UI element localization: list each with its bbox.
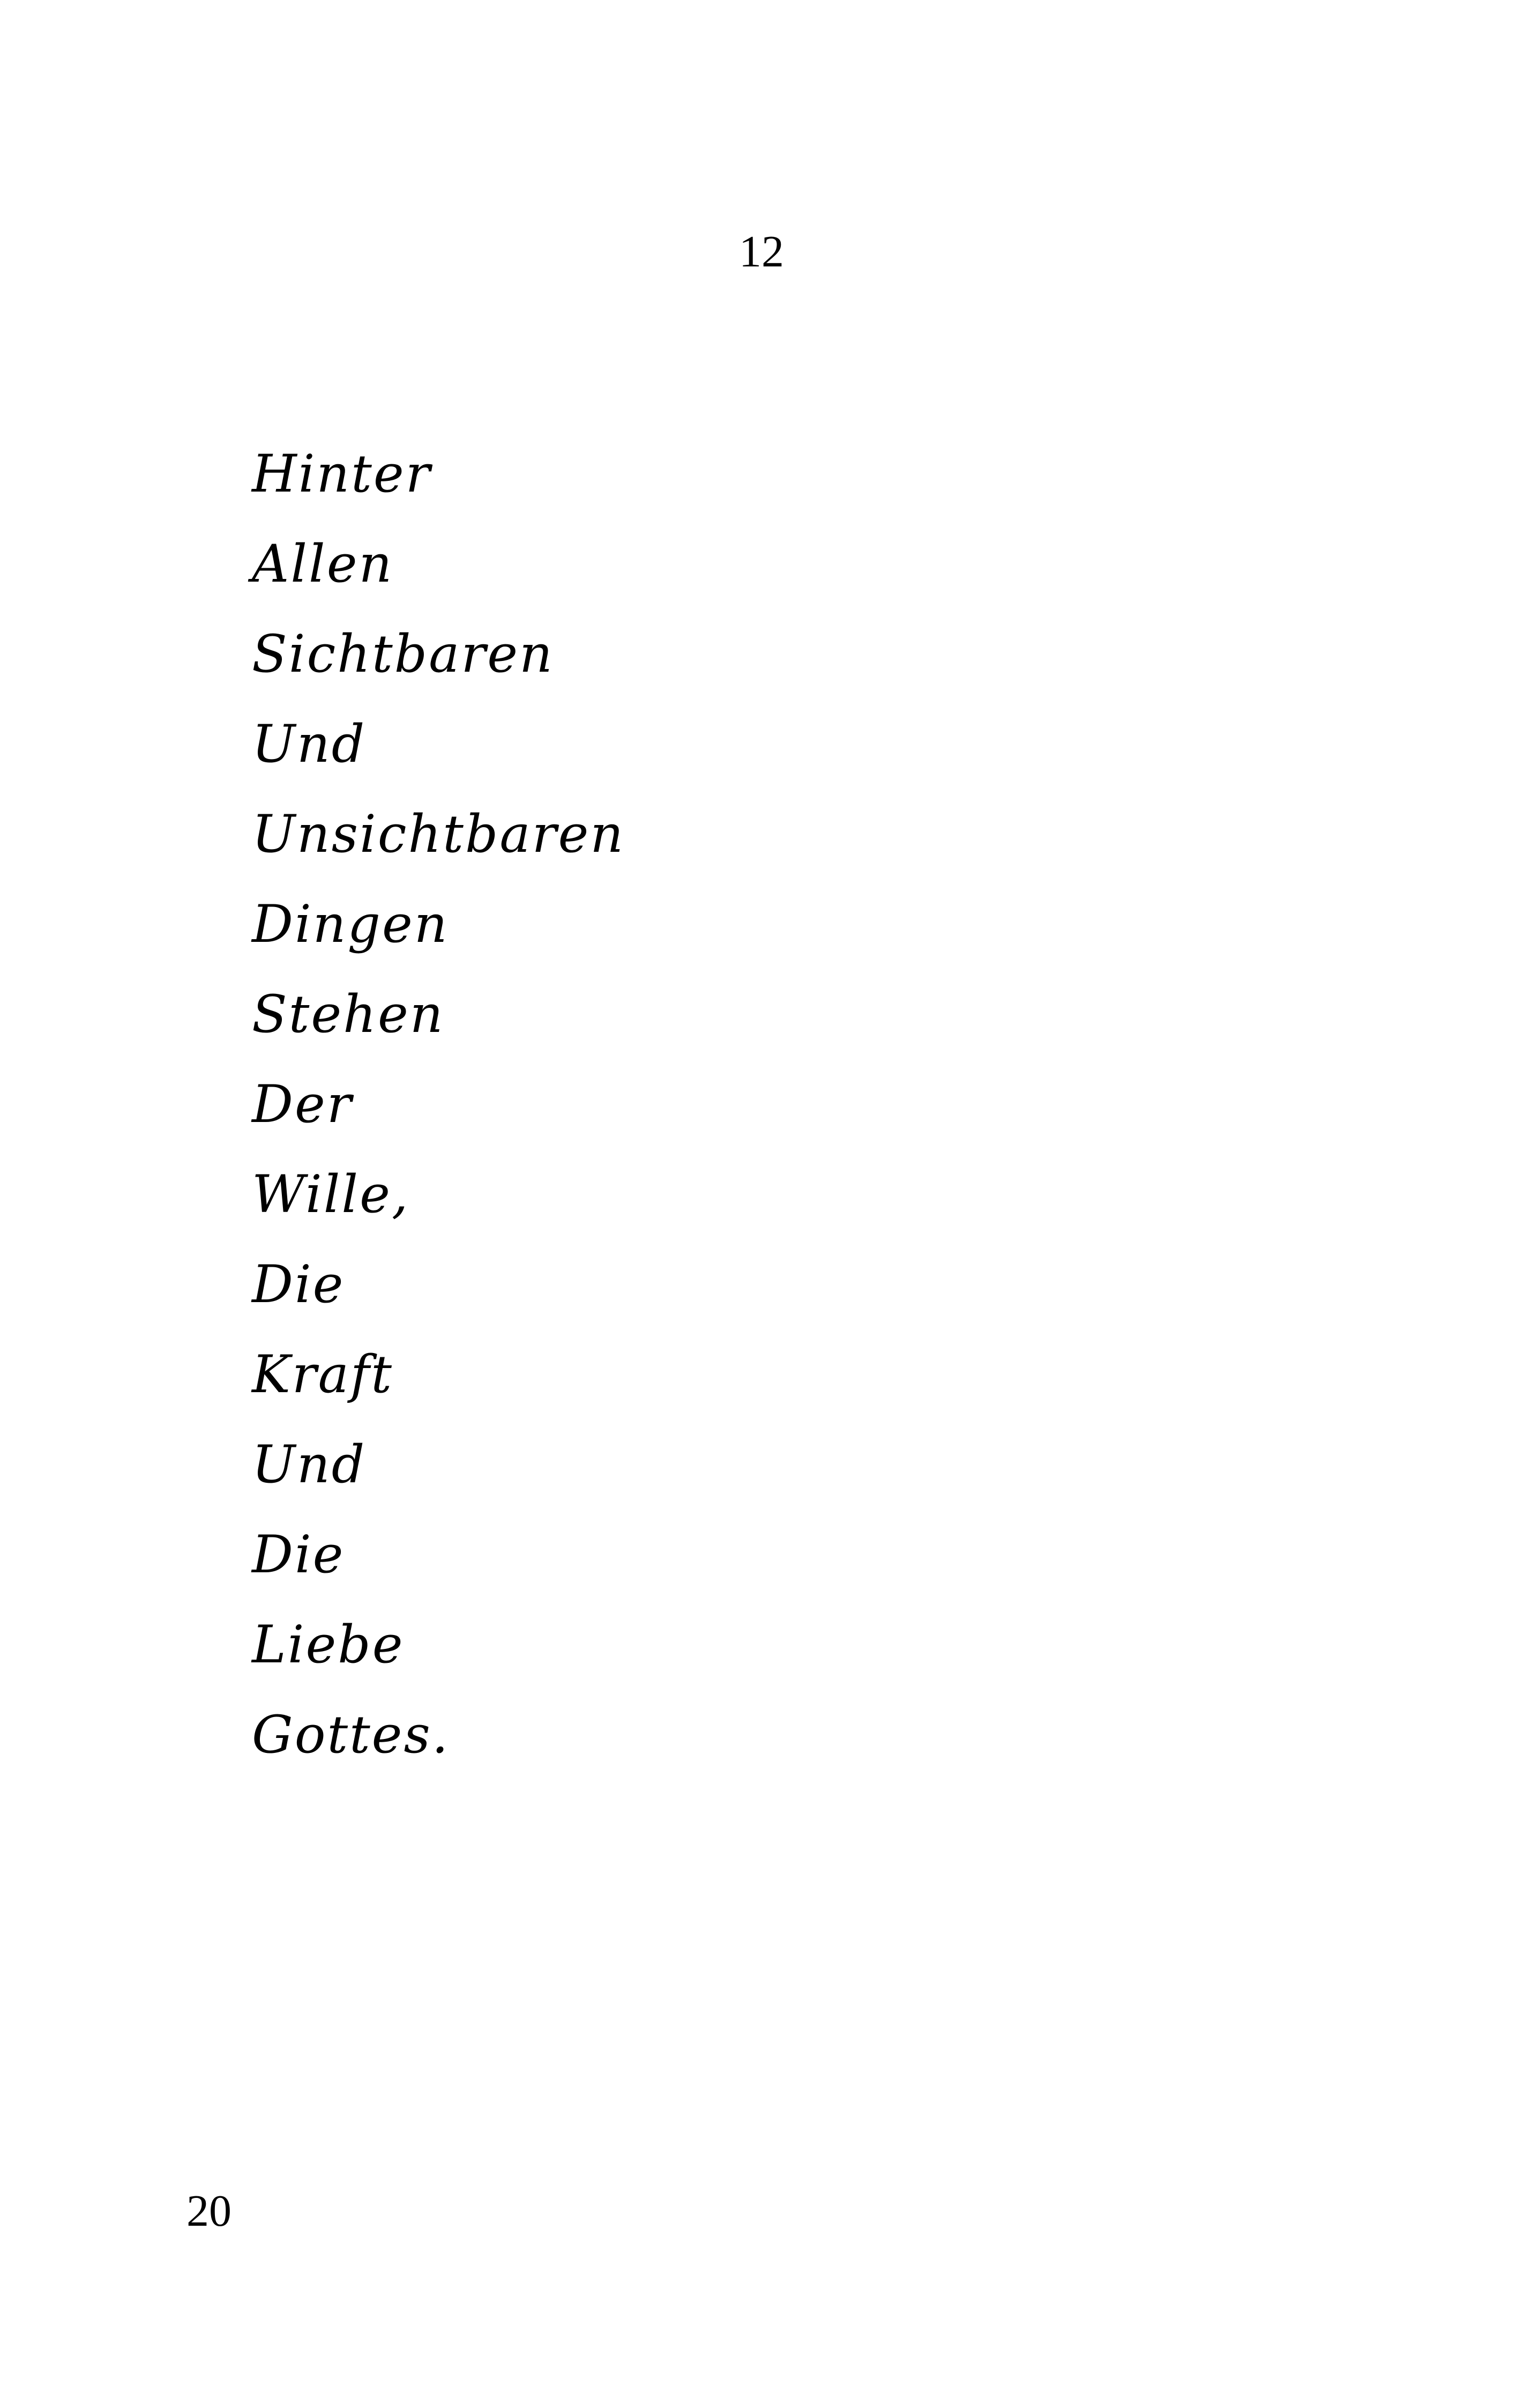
poem-number: 12 — [739, 227, 784, 277]
poem-line: Gottes. — [252, 1705, 450, 1765]
poem-line: Allen — [252, 534, 394, 594]
poem-line: Kraft — [252, 1344, 393, 1404]
poem-line: Und — [252, 1435, 367, 1495]
poem-line: Unsichtbaren — [252, 804, 625, 864]
poem-line: Stehen — [252, 984, 445, 1044]
poem-line: Die — [252, 1525, 345, 1585]
page-number: 20 — [186, 2186, 232, 2236]
poem-line: Der — [252, 1074, 353, 1134]
poem-line: Die — [252, 1254, 345, 1314]
poem-body — [252, 429, 625, 1780]
poem-line: Dingen — [252, 894, 449, 954]
poem-line: Hinter — [252, 444, 432, 504]
poem-line: Und — [252, 714, 367, 774]
poem-line: Wille, — [252, 1164, 410, 1224]
poem-line: Sichtbaren — [252, 624, 554, 684]
poem-line: Liebe — [252, 1615, 405, 1675]
